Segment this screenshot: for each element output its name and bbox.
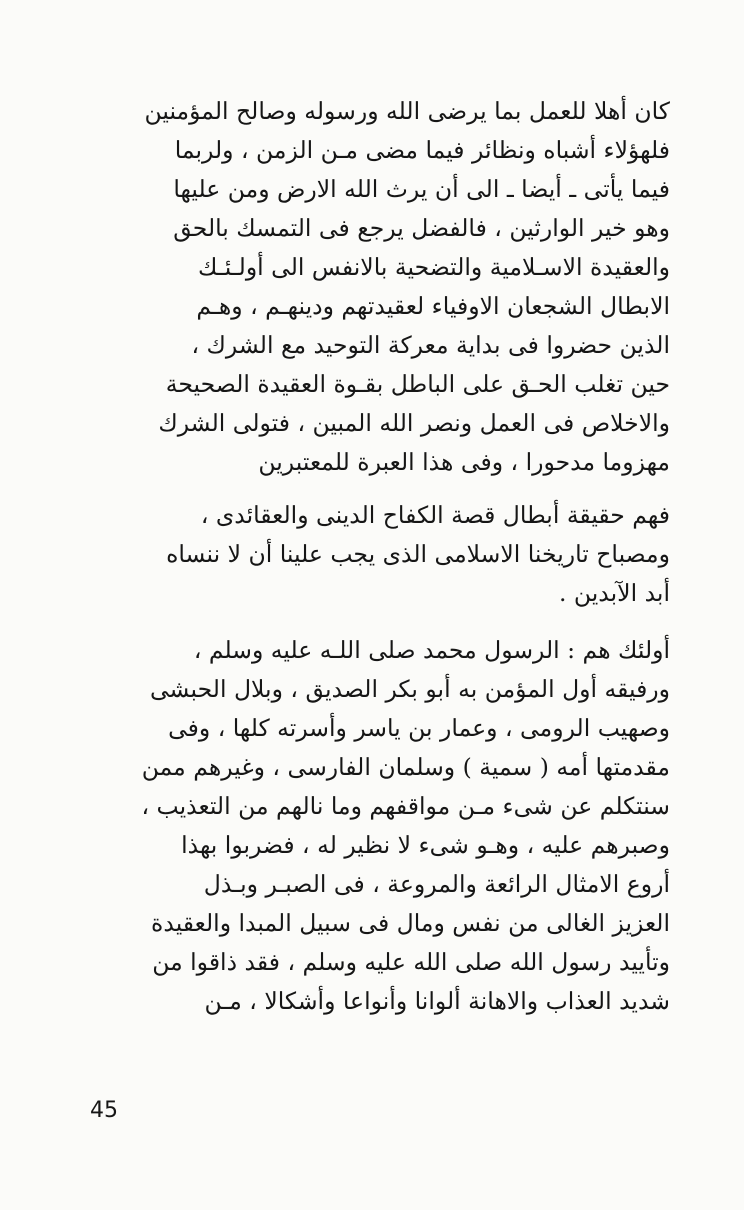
text-line: أولئك هم : الرسول محمد صلى اللـه عليه وسلم ، — [193, 636, 670, 664]
paragraph-1 — [82, 92, 670, 482]
paragraph-spacer — [82, 482, 670, 496]
text-line: فلهؤلاء أشباه ونظائر فيما مضى مـن الزمن ، ولربما — [174, 136, 670, 164]
text-line: أبد الآبدين . — [558, 579, 670, 607]
page-body — [82, 92, 670, 1021]
text-line: أروع الامثال الرائعة والمروعة ، فى الصبـر وبـذل — [203, 870, 670, 898]
text-line: ورفيقه أول المؤمن به أبو بكر الصديق ، وبلال الحبشى — [149, 675, 670, 703]
text-line: العزيز الغالى من نفس ومال فى سبيل المبدا والعقيدة — [151, 909, 670, 937]
text-line: الابطال الشجعان الاوفياء لعقيدتهم ودينهـم ، وهـم — [196, 292, 670, 320]
text-line: سنتكلم عن شىء مـن مواقفهم وما نالهم من التعذيب ، — [141, 792, 670, 820]
text-line: فهم حقيقة أبطال قصة الكفاح الدينى والعقائدى ، — [200, 501, 670, 529]
text-line: والعقيدة الاسـلامية والتضحية بالانفس الى أولـئـك — [198, 253, 670, 281]
paragraph-2 — [82, 496, 670, 613]
paragraph-3 — [82, 631, 670, 1021]
text-line: شديد العذاب والاهانة ألوانا وأنواعا وأشكالا ، مـن — [204, 987, 670, 1015]
text-line: وتأييد رسول الله صلى الله عليه وسلم ، فقد ذاقوا من — [152, 948, 670, 976]
text-line: وصهيب الرومى ، وعمار بن ياسر وأسرته كلها ، وفى — [168, 714, 670, 742]
paragraph-spacer — [82, 613, 670, 631]
text-line: حين تغلب الحـق على الباطل بقـوة العقيدة الصحيحة — [165, 370, 670, 398]
text-line: مهزوما مدحورا ، وفى هذا العبرة للمعتبرين — [258, 448, 670, 476]
text-line: مقدمتها أمه ( سمية ) وسلمان الفارسى ، وغيرهم ممن — [141, 753, 670, 781]
text-line: الذين حضروا فى بداية معركة التوحيد مع الشرك ، — [191, 331, 670, 359]
text-line: وهو خير الوارثين ، فالفضل يرجع فى التمسك بالحق — [173, 214, 670, 242]
text-line: فيما يأتى ـ أيضا ـ الى أن يرث الله الارض ومن عليها — [173, 175, 670, 203]
text-line: كان أهلا للعمل بما يرضى الله ورسوله وصالح المؤمنين — [144, 97, 670, 125]
text-line: والاخلاص فى العمل ونصر الله المبين ، فتولى الشرك — [158, 409, 670, 437]
page-number: 45 — [90, 1098, 118, 1123]
text-line: ومصباح تاريخنا الاسلامى الذى يجب علينا أن لا ننساه — [166, 540, 670, 568]
text-line: وصبرهم عليه ، وهـو شىء لا نظير له ، فضربوا بهذا — [181, 831, 670, 859]
